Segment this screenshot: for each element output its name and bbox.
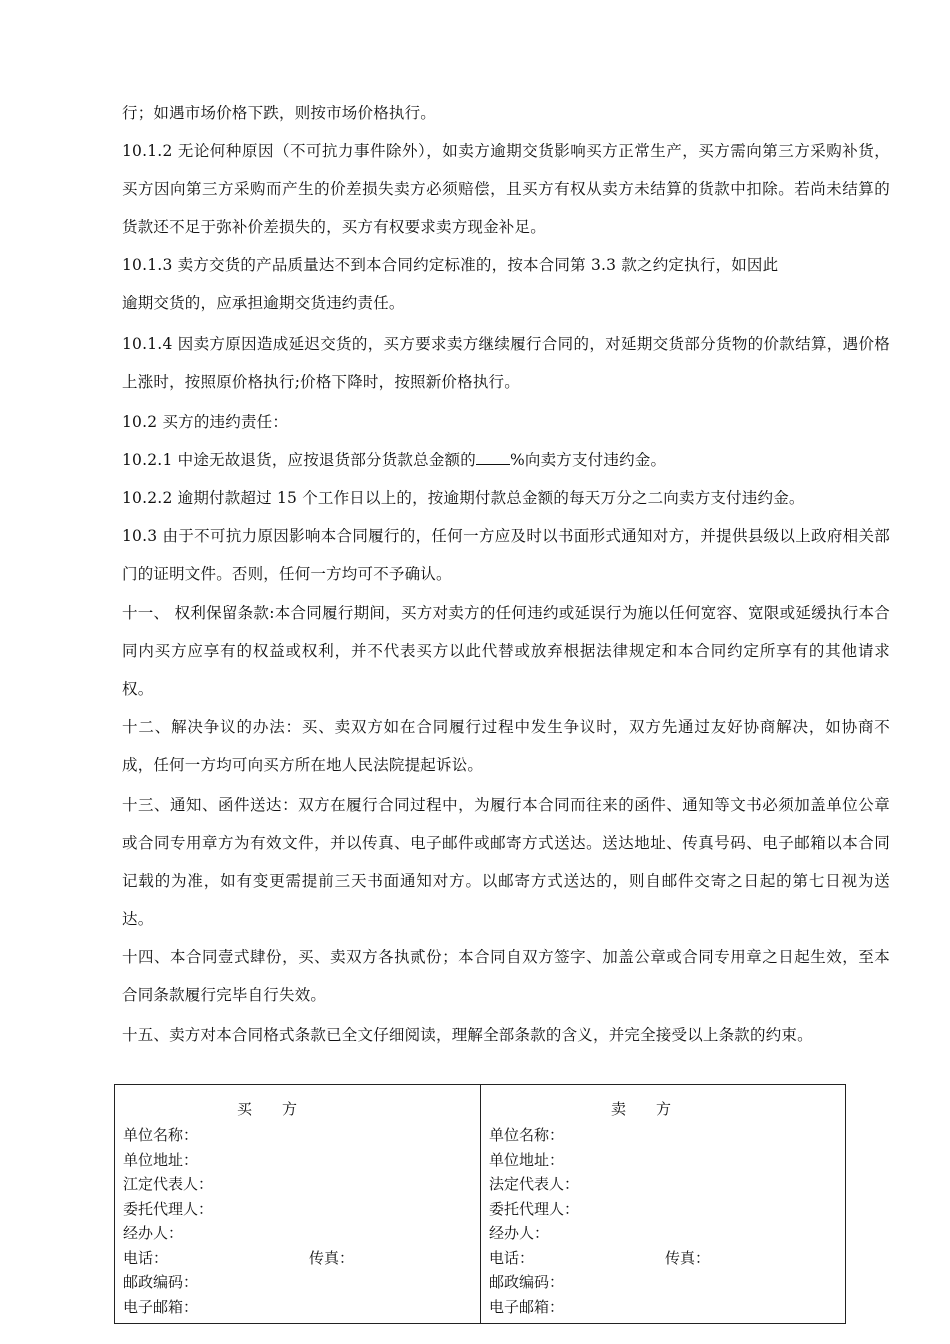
buyer-unit-name: 单位名称： <box>123 1126 199 1144</box>
seller-legal-rep: 法定代表人： <box>489 1175 580 1193</box>
paragraph-clause-12: 十二、解决争议的办法：买、卖双方如在合同履行过程中发生争议时，双方先通过友好协商解决，如协商不成，任何一方均可向买方所在地人民法院提起诉讼。 <box>122 718 890 774</box>
signature-table <box>114 1084 846 1324</box>
buyer-handler: 经办人： <box>123 1224 184 1242</box>
paragraph-10-3: 10.3 由于不可抗力原因影响本合同履行的，任何一方应及时以书面形式通知对方，并提供县级以上政府相关部门的证明文件。否则，任何一方均可不予确认。 <box>122 527 890 583</box>
seller-title: 卖方 <box>611 1100 702 1118</box>
buyer-postcode: 邮政编码： <box>123 1273 199 1291</box>
paragraph-10-1-3-line1: 10.1.3 卖方交货的产品质量达不到本合同约定标准的，按本合同第 3.3 款之约定执行，如因此 <box>122 256 779 274</box>
paragraph-clause-15: 十五、卖方对本合同格式条款已全文仔细阅读，理解全部条款的含义，并完全接受以上条款的约束。 <box>122 1026 813 1044</box>
seller-phone-row <box>489 1246 845 1271</box>
paragraph-10-1-2: 10.1.2 无论何种原因（不可抗力事件除外），如卖方逾期交货影响买方正常生产，买方需向第三方采购补货，买方因向第三方采购而产生的价差损失卖方必须赔偿，且买方有权从卖方未结算的货款中扣除。若尚未结算的货款还不足于弥补价差损失的，买方有权要求卖方现金补足。 <box>122 142 890 236</box>
paragraph-10-2: 10.2 买方的违约责任： <box>122 413 289 431</box>
seller-phone: 电话： <box>489 1248 535 1267</box>
paragraph-clause-13: 十三、通知、函件送达：双方在履行合同过程中，为履行本合同而往来的函件、通知等文书必须加盖单位公章或合同专用章方为有效文件，并以传真、电子邮件或邮寄方式送达。送达地址、传真号码、电子邮箱以本合同记载的为准，如有变更需提前三天书面通知对方。以邮寄方式送达的，则自邮件交寄之日起的第七日视为送达。 <box>122 796 890 928</box>
paragraph-10-2-1-post: %向卖方支付违约金。 <box>509 451 667 469</box>
paragraph-10-1-3-line2: 逾期交货的，应承担逾期交货违约责任。 <box>122 294 405 312</box>
buyer-legal-rep: 江定代表人： <box>123 1175 214 1193</box>
buyer-agent: 委托代理人： <box>123 1199 214 1218</box>
paragraph-10-2-1-pre: 10.2.1 中途无故退货，应按退货部分货款总金额的 <box>122 451 476 469</box>
buyer-column <box>115 1085 480 1323</box>
seller-unit-name: 单位名称： <box>489 1126 565 1144</box>
buyer-phone-row <box>123 1246 480 1271</box>
paragraph-price-fall: 行；如遇市场价格下跌，则按市场价格执行。 <box>122 104 437 122</box>
buyer-email: 电子邮箱： <box>123 1297 199 1316</box>
buyer-fax: 传真： <box>309 1248 355 1267</box>
seller-email: 电子邮箱： <box>489 1297 565 1316</box>
seller-postcode: 邮政编码： <box>489 1273 565 1291</box>
penalty-percent-blank <box>476 446 510 465</box>
paragraph-clause-11: 十一、 权利保留条款:本合同履行期间，买方对卖方的任何违约或延误行为施以任何宽容、宽限或延缓执行本合同内买方应享有的权益或权利，并不代表买方以此代替或放弃根据法律规定和本合同约定所享有的其他请求权。 <box>122 604 890 698</box>
seller-unit-address: 单位地址： <box>489 1150 565 1169</box>
buyer-title: 买方 <box>237 1100 328 1118</box>
paragraph-10-2-1 <box>122 441 890 479</box>
paragraph-clause-14: 十四、本合同壹式肆份，买、卖双方各执贰份；本合同自双方签字、加盖公章或合同专用章之日起生效，至本合同条款履行完毕自行失效。 <box>122 948 890 1004</box>
buyer-phone: 电话： <box>123 1248 169 1267</box>
seller-column <box>480 1085 845 1323</box>
paragraph-10-2-2: 10.2.2 逾期付款超过 15 个工作日以上的，按逾期付款总金额的每天万分之二向卖方支付违约金。 <box>122 489 805 507</box>
buyer-unit-address: 单位地址： <box>123 1150 199 1169</box>
seller-agent: 委托代理人： <box>489 1199 580 1218</box>
paragraph-10-1-4: 10.1.4 因卖方原因造成延迟交货的，买方要求卖方继续履行合同的，对延期交货部分货物的价款结算，遇价格上涨时，按照原价格执行;价格下降时，按照新价格执行。 <box>122 335 890 391</box>
seller-handler: 经办人： <box>489 1224 550 1242</box>
seller-fax: 传真： <box>665 1248 711 1267</box>
